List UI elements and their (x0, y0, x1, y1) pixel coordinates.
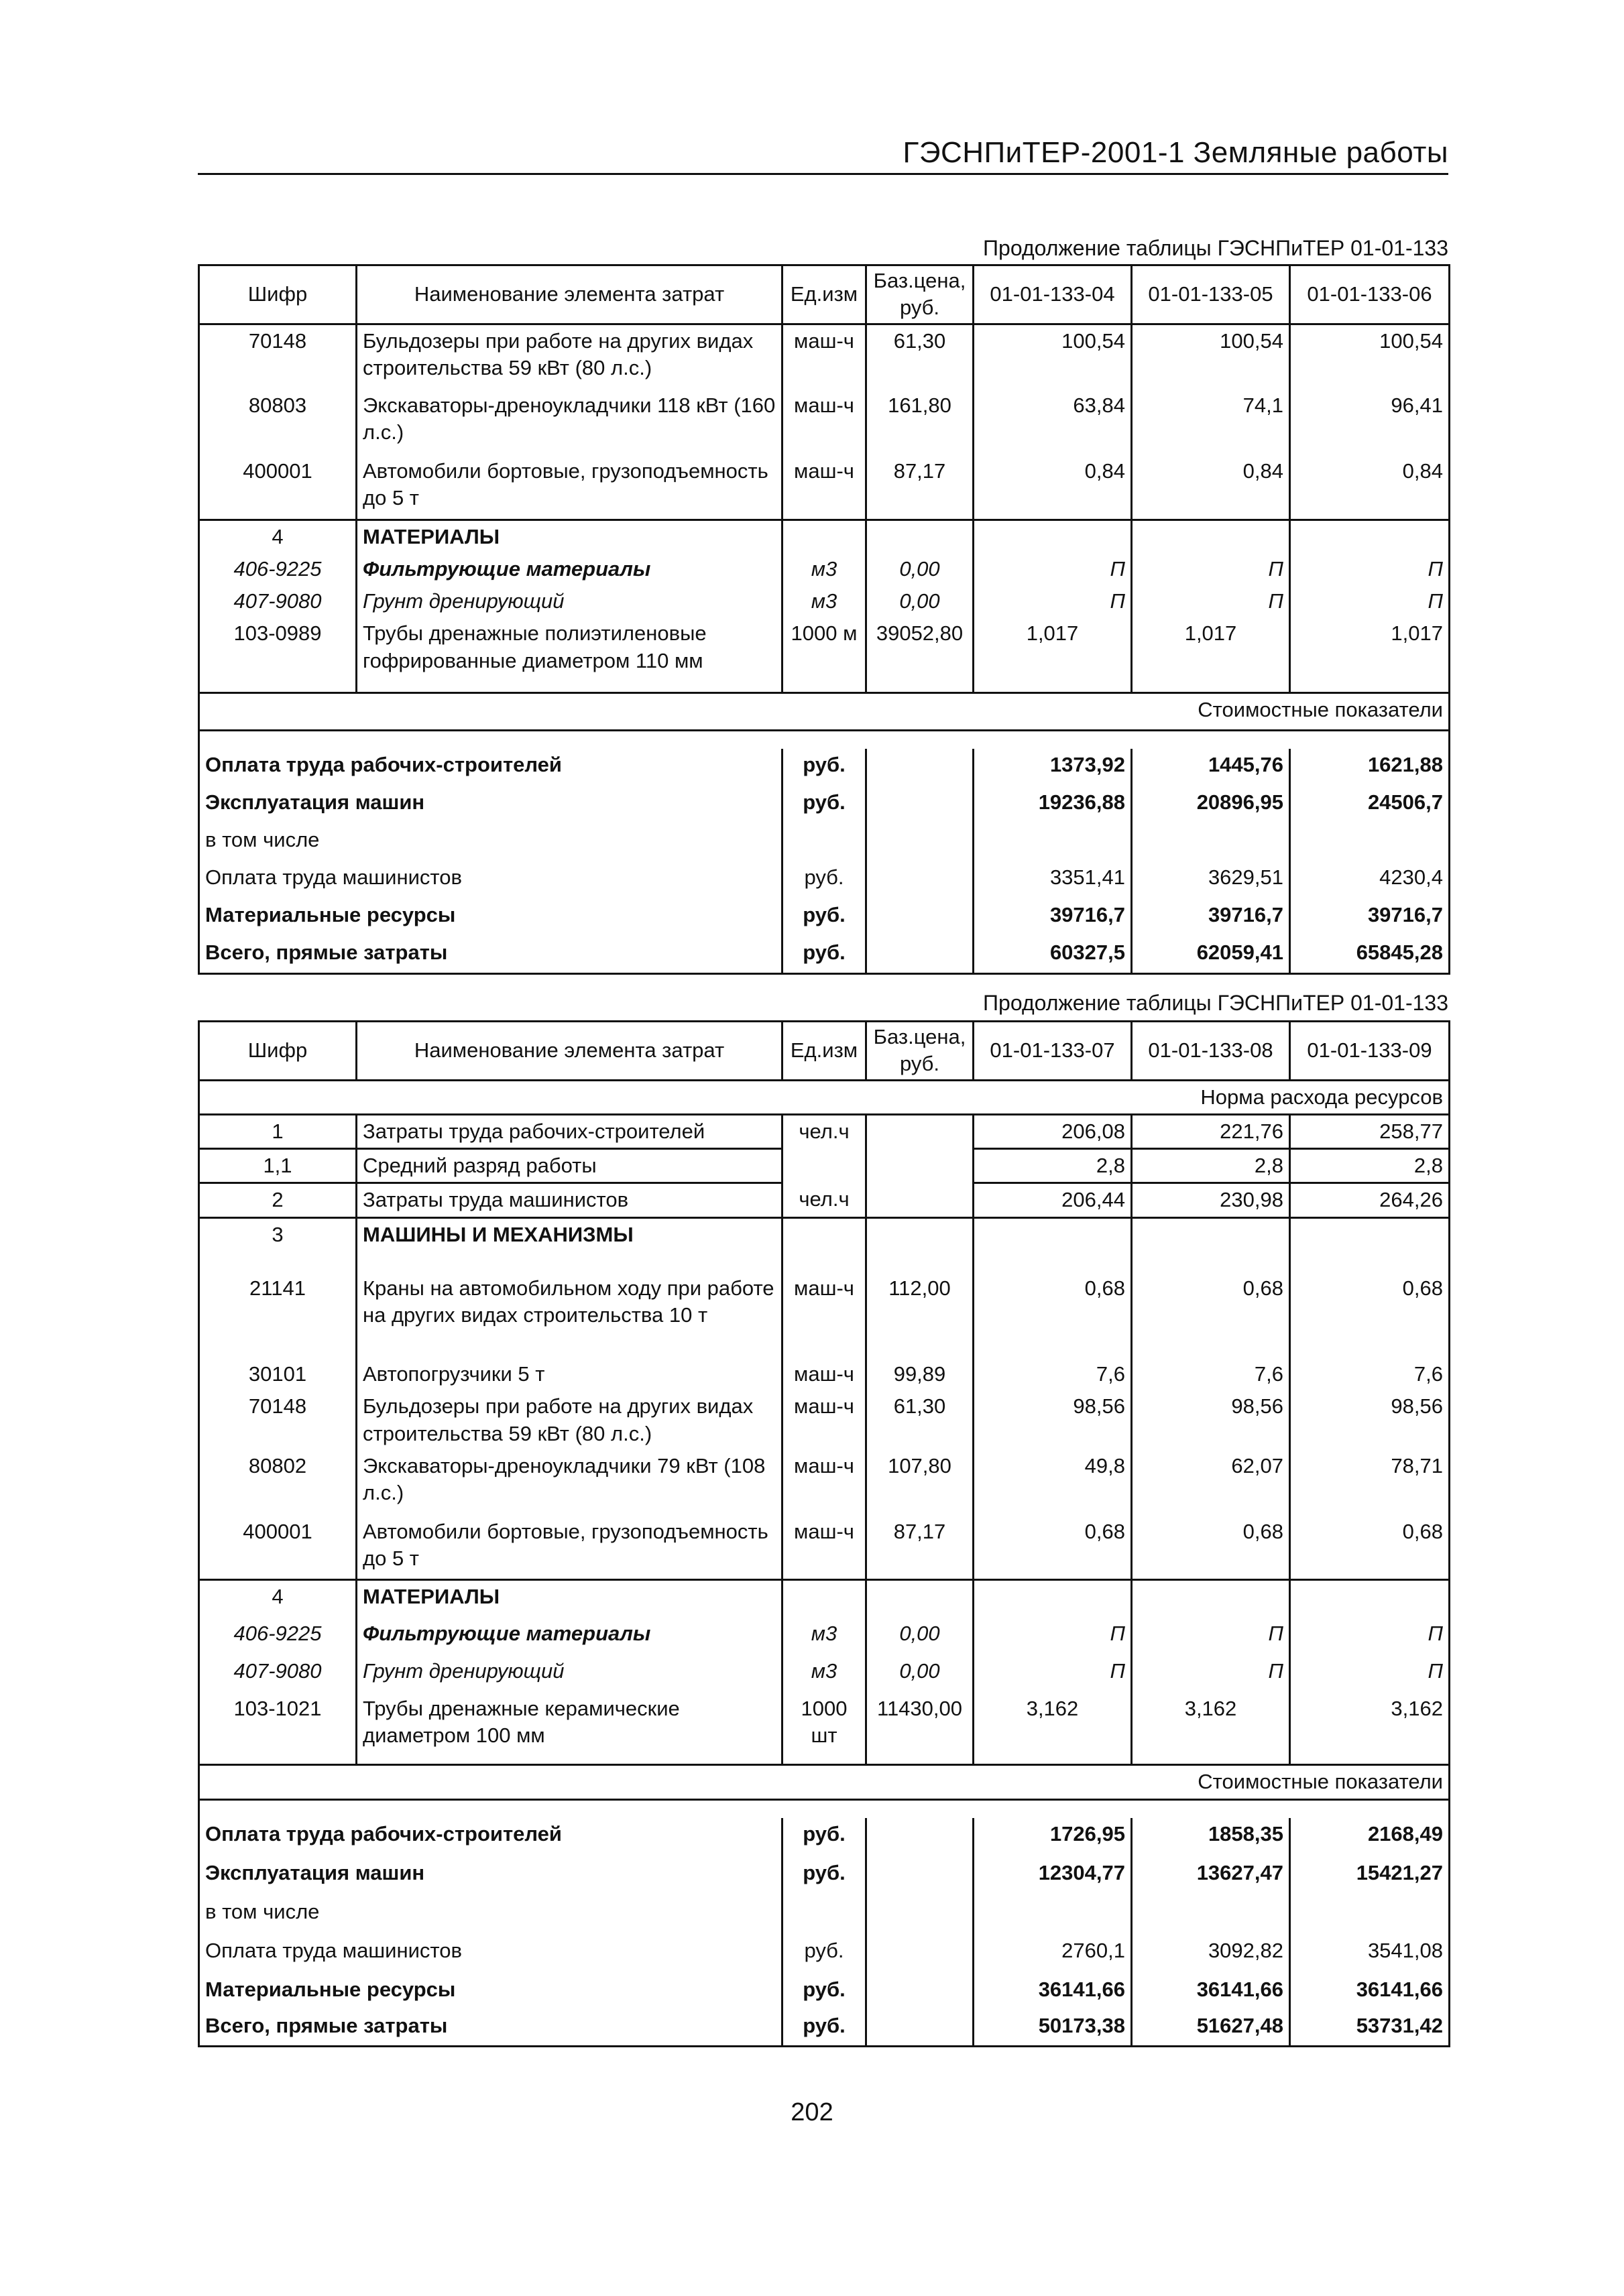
cost-row (199, 1935, 1450, 1974)
row-unit: м3 (782, 1655, 866, 1693)
cost-unit: руб. (782, 1857, 866, 1896)
row-value-2: П (1132, 1618, 1290, 1655)
row-value-1: 3,162 (974, 1693, 1132, 1765)
cost-value-2 (1132, 824, 1290, 861)
row-value-2: П (1132, 585, 1290, 617)
row-value-2: 7,6 (1132, 1358, 1290, 1390)
row-price: 0,00 (866, 553, 974, 585)
row-name: Фильтрующие материалы (357, 1618, 782, 1655)
cost-value-2: 3092,82 (1132, 1935, 1290, 1974)
cost-row (199, 2010, 1450, 2046)
row-price (866, 1183, 974, 1217)
cost-label: Всего, прямые затраты (199, 2010, 782, 2046)
row-value-1: 49,8 (974, 1450, 1132, 1516)
cost-value-2: 3629,51 (1132, 861, 1290, 899)
cost-unit (782, 824, 866, 861)
row-name: Бульдозеры при работе на других видах строительства 59 кВт (80 л.с.) (357, 324, 782, 389)
row-value-3: 3,162 (1290, 1693, 1450, 1765)
row-value-1: 1,017 (974, 617, 1132, 692)
row-unit: чел.ч (782, 1114, 866, 1148)
section-title: МАШИНЫ И МЕХАНИЗМЫ (357, 1217, 782, 1251)
row-name: Грунт дренирующий (357, 1655, 782, 1693)
table-row (199, 1390, 1450, 1450)
section-row-materials (199, 1580, 1450, 1618)
cost-label: Оплата труда машинистов (199, 1935, 782, 1974)
row-code: 80802 (199, 1450, 357, 1516)
row-value-2: 62,07 (1132, 1450, 1290, 1516)
row-value-3: 100,54 (1290, 324, 1450, 389)
table-row (199, 1251, 1450, 1358)
row-value-1: 7,6 (974, 1358, 1132, 1390)
row-value-2: 74,1 (1132, 389, 1290, 455)
row-value-1: П (974, 585, 1132, 617)
cost-unit: руб. (782, 786, 866, 824)
row-value-2: 98,56 (1132, 1390, 1290, 1450)
cost-unit: руб. (782, 1935, 866, 1974)
row-name: Автомобили бортовые, грузоподъемность до 5 т (357, 1516, 782, 1580)
col-header-c3: 01-01-133-06 (1290, 265, 1450, 324)
row-value-3: 98,56 (1290, 1390, 1450, 1450)
cost-value-2: 62059,41 (1132, 936, 1290, 974)
cost-value-1: 3351,41 (974, 861, 1132, 899)
row-unit: маш-ч (782, 1516, 866, 1580)
col-header-code: Шифр (199, 1022, 357, 1081)
row-price: 39052,80 (866, 617, 974, 692)
cost-value-2: 36141,66 (1132, 1974, 1290, 2010)
row-code: 30101 (199, 1358, 357, 1390)
row-value-1: П (974, 1618, 1132, 1655)
row-value-1: 206,44 (974, 1183, 1132, 1217)
cost-value-2: 1445,76 (1132, 749, 1290, 786)
cost-value-3: 3541,08 (1290, 1935, 1450, 1974)
row-name: Фильтрующие материалы (357, 553, 782, 585)
section-title: МАТЕРИАЛЫ (357, 520, 782, 553)
section-row-machines (199, 1217, 1450, 1251)
cost-label: Оплата труда рабочих-строителей (199, 1818, 782, 1857)
cost-value-1: 12304,77 (974, 1857, 1132, 1896)
cost-row (199, 749, 1450, 786)
table-row (199, 1183, 1450, 1217)
row-code: 1 (199, 1114, 357, 1148)
cost-label: Эксплуатация машин (199, 1857, 782, 1896)
cost-row (199, 936, 1450, 974)
row-value-3: 7,6 (1290, 1358, 1450, 1390)
row-value-2: 0,68 (1132, 1251, 1290, 1358)
row-value-3: П (1290, 1618, 1450, 1655)
cost-value-3: 39716,7 (1290, 899, 1450, 936)
row-unit: маш-ч (782, 1390, 866, 1450)
cost-value-3 (1290, 1896, 1450, 1935)
row-unit: м3 (782, 553, 866, 585)
row-price: 87,17 (866, 455, 974, 520)
table-row (199, 585, 1450, 617)
cost-value-3: 15421,27 (1290, 1857, 1450, 1896)
row-unit: маш-ч (782, 389, 866, 455)
cost-value-3: 2168,49 (1290, 1818, 1450, 1857)
cost-indicators-label: Стоимостные показатели (199, 692, 1450, 730)
page-number: 202 (791, 2098, 833, 2126)
row-price: 11430,00 (866, 1693, 974, 1765)
cost-label: Материальные ресурсы (199, 899, 782, 936)
cost-value-1 (974, 1896, 1132, 1935)
cost-row (199, 861, 1450, 899)
row-price: 61,30 (866, 1390, 974, 1450)
cost-label-row (199, 1765, 1450, 1800)
table-row (199, 553, 1450, 585)
row-name: Средний разряд работы (357, 1149, 782, 1183)
row-price: 107,80 (866, 1450, 974, 1516)
row-price: 0,00 (866, 1655, 974, 1693)
cost-value-3: 4230,4 (1290, 861, 1450, 899)
row-name: Трубы дренажные керамические диаметром 100 мм (357, 1693, 782, 1765)
col-header-unit: Ед.изм (782, 265, 866, 324)
cost-unit: руб. (782, 1974, 866, 2010)
row-value-3: 96,41 (1290, 389, 1450, 455)
row-name: Бульдозеры при работе на других видах строительства 59 кВт (80 л.с.) (357, 1390, 782, 1450)
table-row (199, 1693, 1450, 1765)
row-value-2: 0,68 (1132, 1516, 1290, 1580)
cost-unit: руб. (782, 749, 866, 786)
row-unit: маш-ч (782, 1358, 866, 1390)
section-code: 4 (199, 520, 357, 553)
cost-value-1: 60327,5 (974, 936, 1132, 974)
row-price: 99,89 (866, 1358, 974, 1390)
row-value-2: П (1132, 1655, 1290, 1693)
row-value-3: 0,68 (1290, 1516, 1450, 1580)
cost-row (199, 1974, 1450, 2010)
col-header-c2: 01-01-133-05 (1132, 265, 1290, 324)
row-name: Затраты труда рабочих-строителей (357, 1114, 782, 1148)
table-header-row (199, 1022, 1450, 1081)
row-unit: маш-ч (782, 324, 866, 389)
row-value-2: 0,84 (1132, 455, 1290, 520)
cost-indicators-label: Стоимостные показатели (199, 1765, 1450, 1800)
row-code: 103-1021 (199, 1693, 357, 1765)
row-value-2: 3,162 (1132, 1693, 1290, 1765)
row-value-2: П (1132, 553, 1290, 585)
row-unit: маш-ч (782, 1251, 866, 1358)
cost-value-1 (974, 824, 1132, 861)
cost-label: в том числе (199, 1896, 782, 1935)
cost-value-1: 50173,38 (974, 2010, 1132, 2046)
section-title: МАТЕРИАЛЫ (357, 1580, 782, 1618)
cost-row (199, 786, 1450, 824)
cost-value-1: 19236,88 (974, 786, 1132, 824)
table-row (199, 1516, 1450, 1580)
table-row (199, 1618, 1450, 1655)
row-unit: 1000 м (782, 617, 866, 692)
cost-value-3 (1290, 824, 1450, 861)
row-price (866, 1114, 974, 1148)
row-code: 70148 (199, 324, 357, 389)
section-code: 4 (199, 1580, 357, 1618)
row-price: 87,17 (866, 1516, 974, 1580)
table-continuation-caption: Продолжение таблицы ГЭСНПиТЕР 01-01-133 (983, 991, 1448, 1015)
resource-table-2 (198, 1020, 1450, 2047)
row-name: Автопогрузчики 5 т (357, 1358, 782, 1390)
table-row (199, 324, 1450, 389)
col-header-name: Наименование элемента затрат (357, 265, 782, 324)
cost-label: Оплата труда рабочих-строителей (199, 749, 782, 786)
row-unit: маш-ч (782, 1450, 866, 1516)
col-header-name: Наименование элемента затрат (357, 1022, 782, 1081)
col-header-c1: 01-01-133-04 (974, 265, 1132, 324)
row-unit (782, 1149, 866, 1183)
cost-row (199, 1896, 1450, 1935)
cost-unit: руб. (782, 2010, 866, 2046)
row-code: 407-9080 (199, 585, 357, 617)
cost-row (199, 899, 1450, 936)
row-name: Грунт дренирующий (357, 585, 782, 617)
row-code: 103-0989 (199, 617, 357, 692)
table-continuation-caption: Продолжение таблицы ГЭСНПиТЕР 01-01-133 (983, 236, 1448, 260)
row-unit: 1000 шт (782, 1693, 866, 1765)
cost-value-2: 13627,47 (1132, 1857, 1290, 1896)
table-row (199, 455, 1450, 520)
cost-label: Материальные ресурсы (199, 1974, 782, 2010)
cost-unit (782, 1896, 866, 1935)
section-row-materials (199, 520, 1450, 553)
row-price: 0,00 (866, 1618, 974, 1655)
cost-value-3: 65845,28 (1290, 936, 1450, 974)
row-price: 112,00 (866, 1251, 974, 1358)
row-value-3: 2,8 (1290, 1149, 1450, 1183)
row-value-1: 100,54 (974, 324, 1132, 389)
row-value-1: П (974, 1655, 1132, 1693)
cost-row (199, 824, 1450, 861)
cost-value-3: 1621,88 (1290, 749, 1450, 786)
cost-value-1: 1373,92 (974, 749, 1132, 786)
cost-unit: руб. (782, 936, 866, 974)
row-name: Трубы дренажные полиэтиленовые гофрированные диаметром 110 мм (357, 617, 782, 692)
cost-value-2: 20896,95 (1132, 786, 1290, 824)
table-header-row (199, 265, 1450, 324)
cost-value-1: 1726,95 (974, 1818, 1132, 1857)
row-value-3: 258,77 (1290, 1114, 1450, 1148)
col-header-c2: 01-01-133-08 (1132, 1022, 1290, 1081)
cost-unit: руб. (782, 861, 866, 899)
cost-label: Оплата труда машинистов (199, 861, 782, 899)
table-row (199, 1655, 1450, 1693)
col-header-code: Шифр (199, 265, 357, 324)
row-value-1: 206,08 (974, 1114, 1132, 1148)
row-value-3: 1,017 (1290, 617, 1450, 692)
cost-value-3: 53731,42 (1290, 2010, 1450, 2046)
cost-value-1: 39716,7 (974, 899, 1132, 936)
row-code: 2 (199, 1183, 357, 1217)
row-code: 406-9225 (199, 1618, 357, 1655)
cost-value-1: 2760,1 (974, 1935, 1132, 1974)
row-value-3: 264,26 (1290, 1183, 1450, 1217)
cost-row (199, 1857, 1450, 1896)
row-value-1: 0,84 (974, 455, 1132, 520)
cost-label: Всего, прямые затраты (199, 936, 782, 974)
section-code: 3 (199, 1217, 357, 1251)
col-header-c1: 01-01-133-07 (974, 1022, 1132, 1081)
row-unit: м3 (782, 1618, 866, 1655)
resource-table-1 (198, 264, 1450, 975)
cost-unit: руб. (782, 899, 866, 936)
cost-value-2: 1858,35 (1132, 1818, 1290, 1857)
row-name: Экскаваторы-дреноукладчики 79 кВт (108 л.с.) (357, 1450, 782, 1516)
row-value-3: 78,71 (1290, 1450, 1450, 1516)
row-name: Краны на автомобильном ходу при работе на других видах строительства 10 т (357, 1251, 782, 1358)
row-code: 80803 (199, 389, 357, 455)
cost-label: Эксплуатация машин (199, 786, 782, 824)
row-value-2: 2,8 (1132, 1149, 1290, 1183)
running-header: ГЭСНПиТЕР-2001-1 Земляные работы (903, 136, 1448, 169)
row-name: Автомобили бортовые, грузоподъемность до 5 т (357, 455, 782, 520)
row-value-1: 0,68 (974, 1251, 1132, 1358)
row-unit: чел.ч (782, 1183, 866, 1217)
row-value-2: 221,76 (1132, 1114, 1290, 1148)
header-rule (198, 173, 1448, 175)
table-row (199, 1450, 1450, 1516)
row-name: Затраты труда машинистов (357, 1183, 782, 1217)
cost-row (199, 1818, 1450, 1857)
row-value-1: 63,84 (974, 389, 1132, 455)
row-name: Экскаваторы-дреноукладчики 118 кВт (160 л.с.) (357, 389, 782, 455)
col-header-unit: Ед.изм (782, 1022, 866, 1081)
col-header-price: Баз.цена, руб. (866, 265, 974, 324)
row-value-1: 2,8 (974, 1149, 1132, 1183)
cost-unit: руб. (782, 1818, 866, 1857)
row-code: 407-9080 (199, 1655, 357, 1693)
row-price: 161,80 (866, 389, 974, 455)
row-price: 61,30 (866, 324, 974, 389)
row-value-1: 0,68 (974, 1516, 1132, 1580)
row-code: 70148 (199, 1390, 357, 1450)
row-value-1: П (974, 553, 1132, 585)
row-code: 400001 (199, 1516, 357, 1580)
table-row (199, 1149, 1450, 1183)
row-value-3: 0,68 (1290, 1251, 1450, 1358)
cost-label: в том числе (199, 824, 782, 861)
table-row (199, 617, 1450, 692)
row-code: 21141 (199, 1251, 357, 1358)
row-value-3: П (1290, 553, 1450, 585)
cost-value-2 (1132, 1896, 1290, 1935)
cost-value-3: 24506,7 (1290, 786, 1450, 824)
cost-value-2: 51627,48 (1132, 2010, 1290, 2046)
row-code: 400001 (199, 455, 357, 520)
col-header-price: Баз.цена, руб. (866, 1022, 974, 1081)
cost-value-3: 36141,66 (1290, 1974, 1450, 2010)
row-value-3: П (1290, 585, 1450, 617)
row-value-2: 100,54 (1132, 324, 1290, 389)
row-unit: м3 (782, 585, 866, 617)
norm-label-row (199, 1080, 1450, 1114)
row-value-2: 230,98 (1132, 1183, 1290, 1217)
row-value-3: П (1290, 1655, 1450, 1693)
row-price: 0,00 (866, 585, 974, 617)
row-value-3: 0,84 (1290, 455, 1450, 520)
cost-label-row (199, 692, 1450, 730)
row-value-2: 1,017 (1132, 617, 1290, 692)
row-value-1: 98,56 (974, 1390, 1132, 1450)
cost-value-2: 39716,7 (1132, 899, 1290, 936)
row-price (866, 1149, 974, 1183)
cost-value-1: 36141,66 (974, 1974, 1132, 2010)
table-row (199, 389, 1450, 455)
col-header-c3: 01-01-133-09 (1290, 1022, 1450, 1081)
table-row (199, 1114, 1450, 1148)
row-code: 1,1 (199, 1149, 357, 1183)
table-row (199, 1358, 1450, 1390)
norm-consumption-label: Норма расхода ресурсов (199, 1080, 1450, 1114)
row-code: 406-9225 (199, 553, 357, 585)
row-unit: маш-ч (782, 455, 866, 520)
